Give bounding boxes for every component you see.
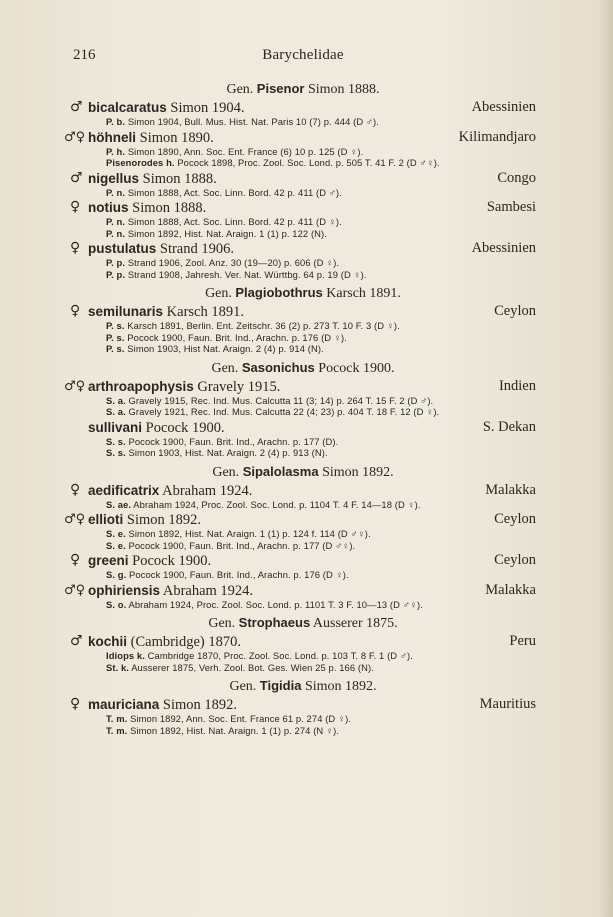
sex-symbol: ♀ [70,240,81,256]
reference-abbr: P. b. [106,116,126,127]
species-author: Gravely 1915. [197,378,281,395]
reference-text: Simon 1888, Act. Soc. Linn. Bord. 42 p. 411 (D ♀). [127,216,342,227]
species-author: Abraham 1924. [162,582,254,599]
genus-prefix: Gen. [229,679,260,694]
reference-abbr: S. s. [106,447,126,458]
reference-text: Karsch 1891, Berlin. Ent. Zeitschr. 36 (2) p. 273 T. 10 F. 3 (D ♀). [127,320,400,331]
reference-text: Simon 1904, Bull. Mus. Hist. Nat. Paris 10 (7) p. 444 (D ♂). [127,116,379,127]
genus-prefix: Gen. [212,464,243,480]
genus-author: Simon 1888. [307,82,380,97]
sex-symbol: ♀ [70,199,81,215]
reference-line [70,146,536,158]
reference-line [70,343,536,355]
reference-abbr: P. n. [106,227,126,239]
species-entry [64,128,536,146]
genus-prefix: Gen. [226,82,257,97]
reference-text: Strand 1906, Zool. Anz. 30 (19—20) p. 606 (D ♀). [127,257,340,268]
species-region: Malakka [485,481,536,498]
reference-line [70,157,536,169]
reference-abbr: St. k. [106,661,130,673]
reference-line [70,599,536,611]
page-header [70,47,536,67]
reference-text: Pocock 1900, Faun. Brit. Ind., Arachn. p. 176 (D ♀). [129,569,349,580]
genus-author: Simon 1892. [304,679,377,694]
running-title: Barychelidae [262,47,344,63]
reference-text: Simon 1888, Act. Soc. Linn. Bord. 42 p. 411 (D ♂). [127,186,342,198]
species-name: arthroapophysis [88,378,194,394]
reference-abbr: S. ae. [106,498,132,510]
reference-abbr: P. s. [106,343,125,354]
reference-text: Simon 1903, Hist. Nat. Araign. 2 (4) p. 913 (N). [128,447,328,458]
species-author: Abraham 1924. [162,482,253,499]
species-name: ophiriensis [88,582,161,598]
reference-line [70,650,536,662]
species-region: Peru [509,633,536,649]
species-region: Malakka [485,581,536,598]
reference-abbr: P. s. [106,320,125,331]
species-region: Ceylon [494,511,536,527]
reference-line [70,269,536,281]
reference-text: Simon 1903, Hist Nat. Araign. 2 (4) p. 914 (N). [127,343,324,354]
genus-prefix: Gen. [211,360,242,376]
reference-line [70,540,536,552]
reference-line [70,395,536,407]
sex-symbol: ♀ [70,696,81,712]
species-name: nigellus [88,170,140,186]
reference-text: Pocock 1900, Faun. Brit. Ind., Arachn. p. 177 (D). [128,435,339,447]
reference-line [70,187,536,199]
reference-abbr: P. n. [106,216,126,227]
species-region: Indien [498,377,536,394]
reference-line [70,447,536,459]
catalog-content [64,80,536,736]
reference-abbr: S. e. [106,528,126,539]
reference-text: Pocock 1900, Faun. Brit. Ind., Arachn. p. 176 (D ♀). [127,331,347,343]
species-name: aedificatrix [88,482,160,498]
species-name: sullivani [88,419,143,435]
species-region: Sambesi [486,199,536,215]
species-entry [70,633,536,650]
reference-abbr: P. p. [106,257,126,268]
reference-abbr: S. a. [106,394,126,406]
reference-text: Strand 1908, Jahresh. Ver. Nat. Württbg. 64 p. 19 (D ♀). [127,268,367,280]
genus-name: Tigidia [259,678,302,693]
species-entry [70,199,536,216]
reference-text: Abraham 1924, Proc. Zool. Soc. Lond. p. 1101 T. 3 F. 10—13 (D ♂♀). [128,598,423,610]
species-name: kochii [88,634,128,649]
reference-abbr: P. s. [106,331,125,343]
genus-author: Karsch 1891. [326,286,401,301]
species-entry [64,377,536,395]
reference-line [70,332,536,344]
species-name: notius [88,200,129,215]
genus-author: Pocock 1900. [318,360,395,376]
reference-text: Simon 1890, Ann. Soc. Ent. France (6) 10 p. 125 (D ♀). [127,145,364,157]
genus-author: Simon 1892. [322,464,394,480]
reference-text: Simon 1892, Hist. Nat. Araign. 1 (1) p. 122 (N). [127,227,327,239]
genus-heading [70,463,536,481]
sex-symbol: ♂ [70,99,83,115]
reference-text: Pocock 1898, Proc. Zool. Soc. Lond. p. 505 T. 41 F. 2 (D ♂♀). [177,157,440,168]
reference-line [70,406,536,418]
species-entry [64,511,536,528]
reference-text: Pocock 1900, Faun. Brit. Ind., Arachn. p. 177 (D ♂♀). [128,539,356,551]
page-edge-shadow [599,0,613,917]
species-author: Pocock 1900. [145,419,225,436]
reference-line [70,216,536,228]
reference-abbr: P. p. [106,268,126,280]
reference-line [70,257,536,269]
sex-symbol: ♀ [70,481,81,498]
species-author: Simon 1890. [139,129,214,146]
species-author: Strand 1906. [159,241,234,257]
sex-symbol: ♂♀ [64,582,86,598]
species-entry [64,581,536,599]
reference-text: Abraham 1924, Proc. Zool. Soc. Lond. p. 1104 T. 4 F. 14—18 (D ♀). [133,498,421,510]
reference-text: Ausserer 1875, Verh. Zool. Bot. Ges. Wien 25 p. 166 (N). [131,661,374,673]
genus-heading [70,80,536,98]
genus-heading [70,359,536,377]
sex-symbol: ♂ [70,633,83,649]
reference-abbr: Idiops k. [106,650,145,661]
species-entry [70,552,536,569]
species-author: Pocock 1900. [132,553,212,569]
reference-line [70,436,536,448]
species-author: Simon 1904. [170,100,245,116]
reference-line [70,116,536,128]
species-name: mauriciana [88,697,160,712]
species-region: S. Dekan [482,418,536,435]
species-entry [70,482,536,499]
reference-line [70,228,536,240]
species-author: Simon 1892. [126,512,202,528]
sex-symbol: ♂♀ [64,378,86,394]
species-region: Ceylon [494,552,536,568]
species-entry [70,170,536,187]
reference-line [70,320,536,332]
reference-text: Cambridge 1870, Proc. Zool. Soc. Lond. p. 103 T. 8 F. 1 (D ♂). [147,650,413,661]
genus-name: Strophaeus [238,615,311,630]
reference-abbr: Pisenorodes h. [106,157,175,168]
species-author: Simon 1888. [132,200,207,216]
species-entry [70,303,536,320]
species-author: Karsch 1891. [166,304,244,320]
species-entry [70,99,536,116]
sex-symbol: ♂♀ [64,129,86,145]
genus-name: Sasonichus [241,359,315,375]
reference-line [70,713,536,725]
species-name: semilunaris [88,304,164,319]
genus-name: Sipalolasma [242,463,319,479]
species-author: Simon 1888. [142,170,217,187]
species-name: greeni [88,553,129,568]
species-name: höhneli [88,129,136,145]
species-region: Abessinien [471,240,536,256]
species-name: bicalcaratus [88,100,167,115]
reference-text: Simon 1892, Hist. Nat. Araign. 1 (1) p. 274 (N ♀). [130,724,340,736]
species-region: Ceylon [494,303,536,319]
species-entry [70,240,536,257]
reference-abbr: S. e. [106,539,126,551]
species-region: Mauritius [479,696,536,712]
reference-abbr: T. m. [106,713,128,724]
genus-name: Plagiobothrus [235,285,323,300]
reference-abbr: S. a. [106,406,126,417]
reference-abbr: S. g. [106,569,127,580]
species-entry [70,696,536,713]
species-region: Abessinien [471,99,536,115]
sex-symbol: ♀ [70,552,81,568]
genus-name: Pisenor [256,81,305,96]
species-entry [70,419,536,436]
species-name: pustulatus [88,241,157,256]
genus-heading [70,614,536,632]
reference-line [70,725,536,737]
sex-symbol: ♂ [70,169,83,186]
species-author: Simon 1892. [162,697,238,713]
genus-heading [70,677,536,695]
reference-abbr: P. n. [106,186,126,198]
reference-line [70,662,536,674]
sex-symbol: ♂♀ [64,512,86,527]
reference-abbr: S. o. [106,598,127,610]
reference-text: Gravely 1915, Rec. Ind. Mus. Calcutta 11 (3; 14) p. 264 T. 15 F. 2 (D ♂). [128,394,434,406]
genus-prefix: Gen. [208,616,239,631]
species-author: (Cambridge) 1870. [130,634,241,650]
species-name: ellioti [88,512,124,527]
reference-line [70,528,536,540]
reference-line [70,499,536,511]
species-region: Congo [497,169,536,186]
reference-text: Simon 1892, Ann. Soc. Ent. France 61 p. 274 (D ♀). [130,713,352,724]
species-region: Kilimandjaro [458,128,536,145]
genus-prefix: Gen. [205,286,236,301]
page-number: 216 [73,47,96,63]
reference-text: Simon 1892, Hist. Nat. Araign. 1 (1) p. 124 f. 114 (D ♂♀). [128,528,371,539]
genus-author: Ausserer 1875. [312,616,398,631]
genus-heading [70,284,536,302]
reference-abbr: T. m. [106,724,128,736]
reference-line [70,569,536,581]
reference-abbr: P. h. [106,145,126,157]
reference-text: Gravely 1921, Rec. Ind. Mus. Calcutta 22 (4; 23) p. 404 T. 18 F. 12 (D ♀). [128,406,440,417]
reference-abbr: S. s. [106,435,126,447]
sex-symbol: ♀ [70,303,81,319]
